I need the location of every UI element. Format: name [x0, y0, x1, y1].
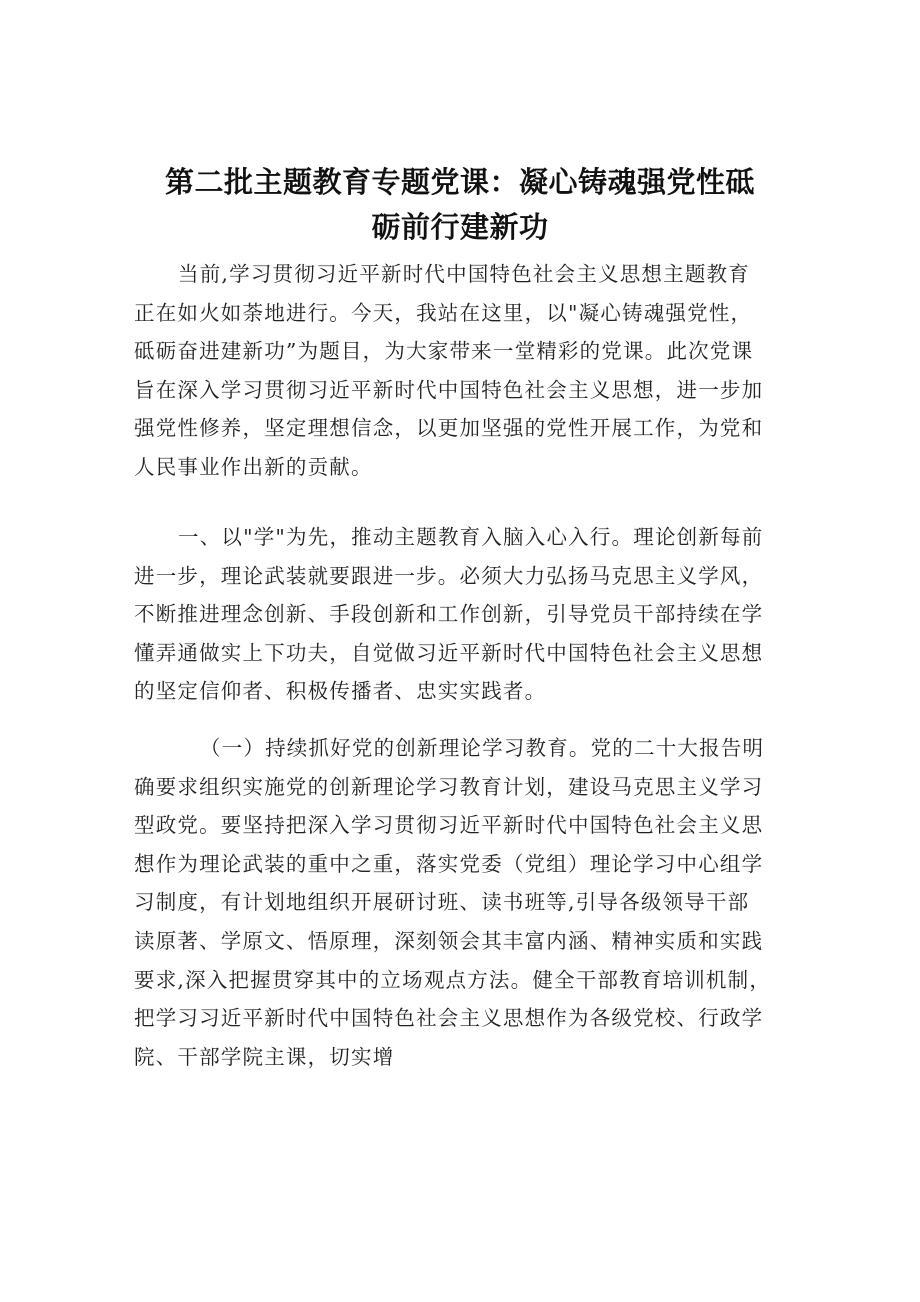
paragraph-line: 当前,学习贯彻习近平新时代中国特色社会主义思想主题教育 — [178, 262, 750, 286]
paragraph-line: 正在如火如荼地进行。今天，我站在这里，以"凝心铸魂强党性， — [134, 300, 753, 325]
paragraph-line: 旨在深入学习贯彻习近平新时代中国特色社会主义思想，进一步加 — [134, 377, 764, 402]
paragraph-line: 读原著、学原文、悟原理，深刻领会其丰富内涵、精神实质和实践 — [134, 928, 764, 953]
title-line: 第二批主题教育专题党课：凝心铸魂强党性砥 — [164, 165, 755, 199]
paragraph-line: 懂弄通做实上下功夫，自觉做习近平新时代中国特色社会主义思想 — [134, 640, 764, 665]
paragraph-intro — [134, 255, 802, 487]
paragraph-line: 习制度，有计划地组织开展研讨班、读书班等,引导各级领导干部 — [134, 890, 750, 915]
paragraph-line: 要求,深入把握贯穿其中的立场观点方法。健全干部教育培训机制， — [134, 967, 772, 992]
paragraph-line: 型政党。要坚持把深入学习贯彻习近平新时代中国特色社会主义思 — [134, 813, 764, 838]
paragraph-line: 不断推进理念创新、手段创新和工作创新，引导党员干部持续在学 — [134, 602, 764, 627]
paragraph-section-one — [134, 518, 802, 711]
paragraph-line: （一）持续抓好党的创新理论学习教育。党的二十大报告明 — [200, 736, 765, 760]
paragraph-subsection-one — [134, 729, 802, 1076]
paragraph-line: 一、以"学"为先，推动主题教育入脑入心入行。理论创新每前 — [178, 525, 764, 549]
paragraph-line: 把学习习近平新时代中国特色社会主义思想作为各级党校、行政学 — [134, 1006, 764, 1031]
paragraph-line: 想作为理论武装的重中之重，落实党委（党组）理论学习中心组学 — [134, 851, 764, 876]
paragraph-line: 砥砺奋进建新功”为题目，为大家带来一堂精彩的党课。此次党课 — [134, 339, 754, 364]
paragraph-line: 强党性修养，坚定理想信念，以更加坚强的党性开展工作，为党和 — [134, 416, 764, 441]
paragraph-line: 确要求组织实施党的创新理论学习教育计划，建设马克思主义学习 — [134, 774, 764, 799]
document-title — [120, 160, 800, 250]
paragraph-line: 进一步，理论武装就要跟进一步。必须大力弘扬马克思主义学风， — [134, 563, 764, 588]
title-line: 砺前行建新功 — [371, 210, 549, 244]
paragraph-line: 的坚定信仰者、积极传播者、忠实实践者。 — [134, 679, 547, 704]
paragraph-line: 院、干部学院主课，切实增 — [134, 1044, 395, 1069]
paragraph-line: 人民事业作出新的贡献。 — [134, 454, 373, 479]
